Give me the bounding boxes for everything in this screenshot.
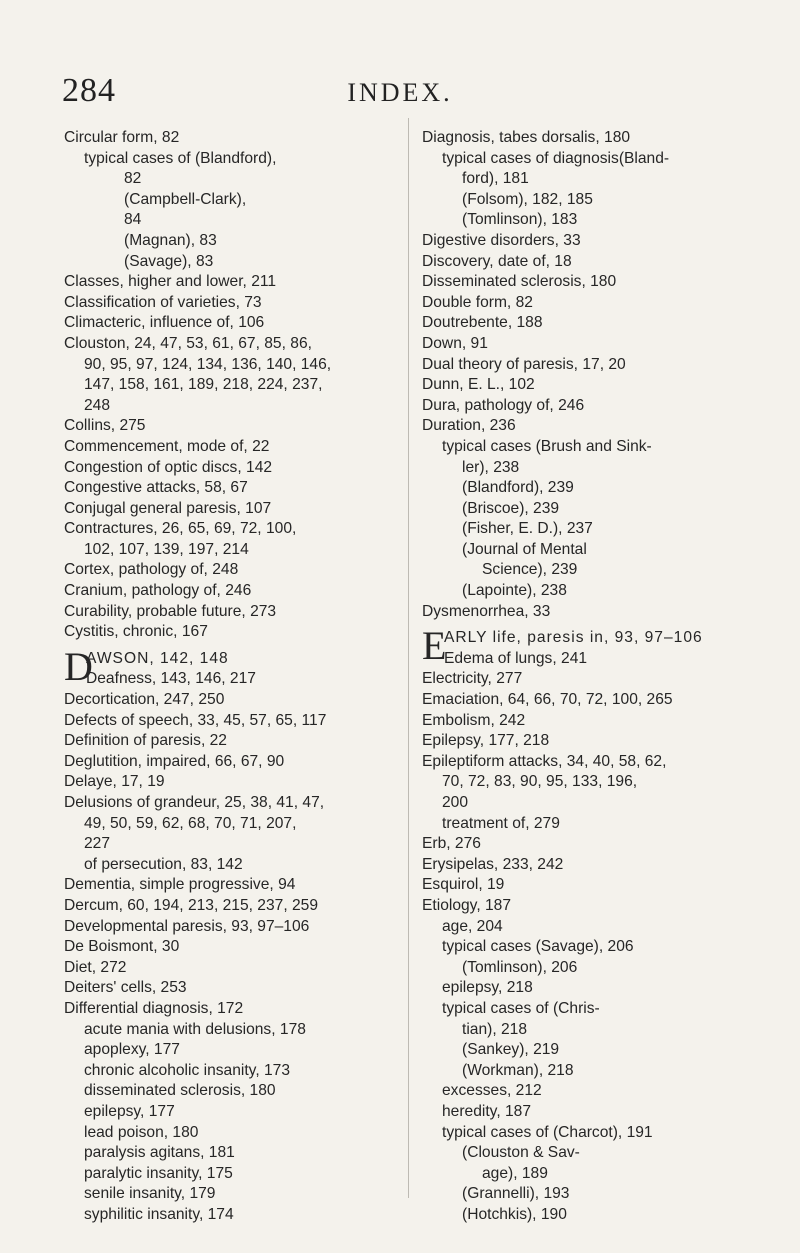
index-entry: (Hotchkis), 190 bbox=[462, 1205, 567, 1223]
index-entry: Epilepsy, 177, 218 bbox=[422, 732, 550, 750]
index-entry: De Boismont, 30 bbox=[64, 938, 180, 956]
index-entry: Esquirol, 19 bbox=[422, 876, 505, 894]
index-entry: heredity, 187 bbox=[442, 1102, 532, 1120]
column-divider bbox=[408, 118, 409, 1198]
index-entry: epilepsy, 177 bbox=[84, 1102, 175, 1120]
index-entry: typical cases of diagnosis(Bland- bbox=[442, 149, 670, 167]
index-entry: Digestive disorders, 33 bbox=[422, 231, 581, 249]
index-entry: Deiters' cells, 253 bbox=[64, 979, 187, 997]
page-title: INDEX. bbox=[347, 78, 453, 107]
index-entry: (Workman), 218 bbox=[462, 1061, 574, 1079]
index-entry: Epileptiform attacks, 34, 40, 58, 62, bbox=[422, 752, 667, 770]
index-entry: 227 bbox=[84, 835, 111, 853]
index-entry: Dementia, simple progressive, 94 bbox=[64, 876, 296, 894]
section-start-e bbox=[422, 623, 740, 669]
index-entry: Defects of speech, 33, 45, 57, 65, 117 bbox=[64, 711, 327, 729]
index-entry: Classification of varieties, 73 bbox=[64, 293, 262, 311]
index-entry: (Briscoe), 239 bbox=[462, 499, 560, 517]
index-entry: Curability, probable future, 273 bbox=[64, 602, 277, 620]
index-entry: ARLY life, paresis in, 93, 97–106 bbox=[444, 629, 703, 647]
index-entry: Climacteric, influence of, 106 bbox=[64, 314, 265, 332]
index-entry: (Campbell-Clark), bbox=[124, 190, 247, 208]
index-entry: Diagnosis, tabes dorsalis, 180 bbox=[422, 129, 631, 146]
page-number: 284 bbox=[62, 72, 116, 109]
index-entry: (Lapointe), 238 bbox=[462, 582, 567, 600]
index-entry: Cortex, pathology of, 248 bbox=[64, 561, 239, 579]
index-entry: 147, 158, 161, 189, 218, 224, 237, bbox=[84, 376, 323, 394]
index-entry: Double form, 82 bbox=[422, 293, 533, 311]
index-section-e bbox=[422, 669, 740, 1225]
index-entry: apoplexy, 177 bbox=[84, 1041, 180, 1059]
index-entry: 70, 72, 83, 90, 95, 133, 196, bbox=[442, 773, 638, 791]
index-entry: age), 189 bbox=[482, 1164, 548, 1182]
index-entry: Contractures, 26, 65, 69, 72, 100, bbox=[64, 520, 297, 538]
index-entry: (Tomlinson), 206 bbox=[462, 958, 578, 976]
index-entry: Erysipelas, 233, 242 bbox=[422, 855, 564, 873]
index-entry: (Tomlinson), 183 bbox=[462, 211, 578, 229]
index-entry: (Magnan), 83 bbox=[124, 231, 217, 249]
index-entry: typical cases of (Chris- bbox=[442, 999, 600, 1017]
index-entry: Dual theory of paresis, 17, 20 bbox=[422, 355, 626, 373]
index-entry: Diet, 272 bbox=[64, 958, 127, 976]
index-entry: tian), 218 bbox=[462, 1020, 528, 1038]
index-entry: Embolism, 242 bbox=[422, 711, 526, 729]
index-entry: typical cases (Savage), 206 bbox=[442, 938, 634, 956]
index-entry: Differential diagnosis, 172 bbox=[64, 999, 244, 1017]
drop-cap: E bbox=[422, 623, 447, 669]
index-entry: ford), 181 bbox=[462, 170, 529, 188]
index-entry: typical cases of (Charcot), 191 bbox=[442, 1123, 653, 1141]
index-entry: Etiology, 187 bbox=[422, 896, 512, 914]
index-entry: Dunn, E. L., 102 bbox=[422, 376, 535, 394]
index-entry: (Sankey), 219 bbox=[462, 1041, 560, 1059]
index-entry: disseminated sclerosis, 180 bbox=[84, 1082, 276, 1100]
index-entry: Definition of paresis, 22 bbox=[64, 732, 227, 750]
index-entry: 82 bbox=[124, 170, 142, 188]
index-section-d bbox=[64, 690, 394, 1225]
index-entry: (Clouston & Sav- bbox=[462, 1144, 580, 1162]
index-entry: Deglutition, impaired, 66, 67, 90 bbox=[64, 752, 285, 770]
index-entry: Clouston, 24, 47, 53, 61, 67, 85, 86, bbox=[64, 334, 312, 352]
index-entry: paralytic insanity, 175 bbox=[84, 1164, 233, 1182]
index-entry: Congestive attacks, 58, 67 bbox=[64, 479, 248, 497]
index-entry: Down, 91 bbox=[422, 334, 488, 352]
index-entry: Conjugal general paresis, 107 bbox=[64, 499, 272, 517]
index-entry: Science), 239 bbox=[482, 561, 578, 579]
index-entry: Delusions of grandeur, 25, 38, 41, 47, bbox=[64, 794, 325, 811]
index-entry: age, 204 bbox=[442, 917, 503, 935]
index-entry: 49, 50, 59, 62, 68, 70, 71, 207, bbox=[84, 814, 297, 832]
index-entry: Disseminated sclerosis, 180 bbox=[422, 273, 617, 291]
index-entry: Duration, 236 bbox=[422, 417, 516, 435]
index-entry: Classes, higher and lower, 211 bbox=[64, 273, 277, 291]
index-entry: Edema of lungs, 241 bbox=[444, 649, 588, 667]
index-entry: AWSON, 142, 148 bbox=[86, 649, 229, 667]
index-entry: epilepsy, 218 bbox=[442, 979, 533, 997]
index-entry: 84 bbox=[124, 211, 142, 229]
index-entry: of persecution, 83, 142 bbox=[84, 855, 243, 873]
index-entry: lead poison, 180 bbox=[84, 1123, 199, 1141]
index-column-right bbox=[422, 128, 740, 1225]
index-entry: Deafness, 143, 146, 217 bbox=[86, 670, 256, 688]
index-entry: (Journal of Mental bbox=[462, 540, 587, 558]
index-section-c bbox=[64, 128, 394, 643]
index-entry: (Grannelli), 193 bbox=[462, 1185, 570, 1203]
index-entry: ler), 238 bbox=[462, 458, 520, 476]
index-entry: paralysis agitans, 181 bbox=[84, 1144, 235, 1162]
index-entry: 200 bbox=[442, 794, 469, 811]
index-entry: Cranium, pathology of, 246 bbox=[64, 582, 252, 600]
page-header bbox=[62, 72, 738, 112]
index-entry: typical cases of (Blandford), bbox=[84, 149, 277, 167]
index-entry: excesses, 212 bbox=[442, 1082, 542, 1100]
index-entry: chronic alcoholic insanity, 173 bbox=[84, 1061, 291, 1079]
index-entry: Dercum, 60, 194, 213, 215, 237, 259 bbox=[64, 896, 319, 914]
index-entry: Cystitis, chronic, 167 bbox=[64, 623, 208, 641]
index-entry: Emaciation, 64, 66, 70, 72, 100, 265 bbox=[422, 691, 673, 709]
index-entry: Erb, 276 bbox=[422, 835, 481, 853]
index-entry: typical cases (Brush and Sink- bbox=[442, 437, 652, 455]
index-entry: Circular form, 82 bbox=[64, 129, 180, 146]
index-column-left bbox=[64, 128, 394, 1225]
index-entry: Dysmenorrhea, 33 bbox=[422, 602, 551, 620]
index-entry: 90, 95, 97, 124, 134, 136, 140, 146, bbox=[84, 355, 332, 373]
index-entry: treatment of, 279 bbox=[442, 814, 560, 832]
index-entry: Discovery, date of, 18 bbox=[422, 252, 572, 270]
index-entry: Congestion of optic discs, 142 bbox=[64, 458, 273, 476]
index-entry: Delaye, 17, 19 bbox=[64, 773, 165, 791]
index-entry: Decortication, 247, 250 bbox=[64, 691, 225, 709]
index-entry: Dura, pathology of, 246 bbox=[422, 396, 585, 414]
section-start-d bbox=[64, 643, 394, 690]
index-entry: (Blandford), 239 bbox=[462, 479, 574, 497]
index-entry: (Folsom), 182, 185 bbox=[462, 190, 593, 208]
index-section-d-cont bbox=[422, 128, 740, 622]
index-entry: Developmental paresis, 93, 97–106 bbox=[64, 917, 310, 935]
index-entry: Commencement, mode of, 22 bbox=[64, 437, 270, 455]
index-entry: (Savage), 83 bbox=[124, 252, 214, 270]
index-entry: 102, 107, 139, 197, 214 bbox=[84, 540, 249, 558]
index-entry: Electricity, 277 bbox=[422, 670, 523, 688]
index-entry: 248 bbox=[84, 396, 111, 414]
index-entry: senile insanity, 179 bbox=[84, 1185, 216, 1203]
index-entry: (Fisher, E. D.), 237 bbox=[462, 520, 593, 538]
index-entry: Doutrebente, 188 bbox=[422, 314, 543, 332]
index-entry: acute mania with delusions, 178 bbox=[84, 1020, 306, 1038]
index-entry: Collins, 275 bbox=[64, 417, 146, 435]
index-entry: syphilitic insanity, 174 bbox=[84, 1205, 234, 1223]
drop-cap: D bbox=[64, 643, 93, 689]
